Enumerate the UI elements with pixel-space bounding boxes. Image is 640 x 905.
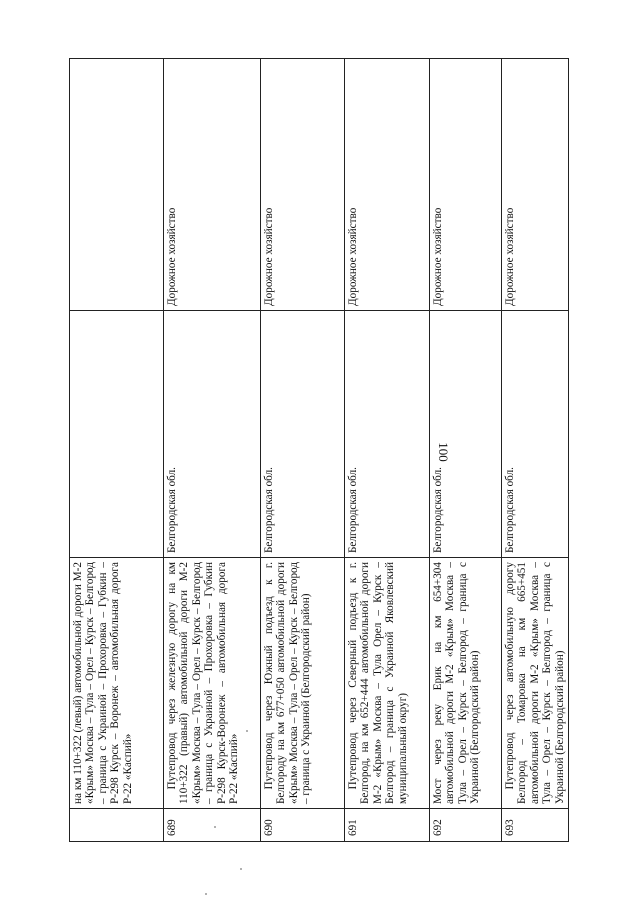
region-cell: Белгородская обл. — [164, 311, 261, 558]
category-cell: Дорожное хозяйство — [164, 59, 261, 311]
row-number: 692 — [430, 809, 502, 842]
row-number — [70, 809, 164, 842]
region-cell: Белгородская обл. — [430, 311, 502, 558]
page-number: 100 — [436, 442, 451, 462]
category-cell: Дорожное хозяйство — [430, 59, 502, 311]
object-description: Мост через реку Ерик на км 654+304 автомобильной дороги М-2 «Крым» Москва – Тула – Орел – Курск – Белгород – граница с Украиной (Белгородский район) — [430, 558, 502, 809]
document-table-wrapper — [69, 59, 568, 842]
category-cell — [70, 59, 164, 311]
category-cell: Дорожное хозяйство — [345, 59, 430, 311]
table-row — [164, 59, 261, 842]
row-number: 689 — [164, 809, 261, 842]
category-cell: Дорожное хозяйство — [261, 59, 345, 311]
scan-speck — [214, 826, 216, 828]
scan-speck — [205, 893, 207, 895]
row-number: 691 — [345, 809, 430, 842]
region-cell: Белгородская обл. — [502, 311, 569, 558]
table-row — [502, 59, 569, 842]
table-row — [430, 59, 502, 842]
region-cell: Белгородская обл. — [261, 311, 345, 558]
table-row — [261, 59, 345, 842]
table-row — [345, 59, 430, 842]
object-description: на км 110+322 (левый) автомобильной дороги М-2 «Крым» Москва – Тула – Орел – Курск – Белгород – граница с Украиной – Прохоровка – Губкин – Р-298 Курск – Воронеж – автомобильная дорога Р-22 «Каспий» — [70, 558, 164, 809]
object-description: Путепровод через Северный подъезд к г. Белгород, на км 652+444 автомобильной дороги М-2 «Крым» Москва – Тула Орел – Курск – Белгород – граница с Украиной Яковлевский муниципальный округ) — [345, 558, 430, 809]
object-description: Путепровод через железную дорогу на км 110+322 (правый) автомобильной дороги М-2 «Крым» Москва – Тула – Орел – Курск – Белгород – граница с Украиной – Прохоровка – Губкин Р-298 Курск-Воронеж – автомобильная дорога Р-22 «Каспий» — [164, 558, 261, 809]
row-number: 693 — [502, 809, 569, 842]
scan-speck — [246, 730, 248, 732]
object-description: Путепровод через Южный подъезд к г. Белгороду на км 677+050 автомобильной дороги «Крым» Москва – Тула – Орел – Курск – Белгород – граница с Украиной (Белгородский район) — [261, 558, 345, 809]
objects-table — [69, 58, 569, 842]
scan-speck — [240, 868, 242, 870]
object-description: Путепровод через автомобильную дорогу Белгород – Томаровка на км 665+451 автомобильной дороги М-2 «Крым» Москва – Тула – Орел – Курск – Белгород – граница с Украиной (Белгородский район) — [502, 558, 569, 809]
table-row — [70, 59, 164, 842]
region-cell — [70, 311, 164, 558]
region-cell: Белгородская обл. — [345, 311, 430, 558]
category-cell: Дорожное хозяйство — [502, 59, 569, 311]
row-number: 690 — [261, 809, 345, 842]
